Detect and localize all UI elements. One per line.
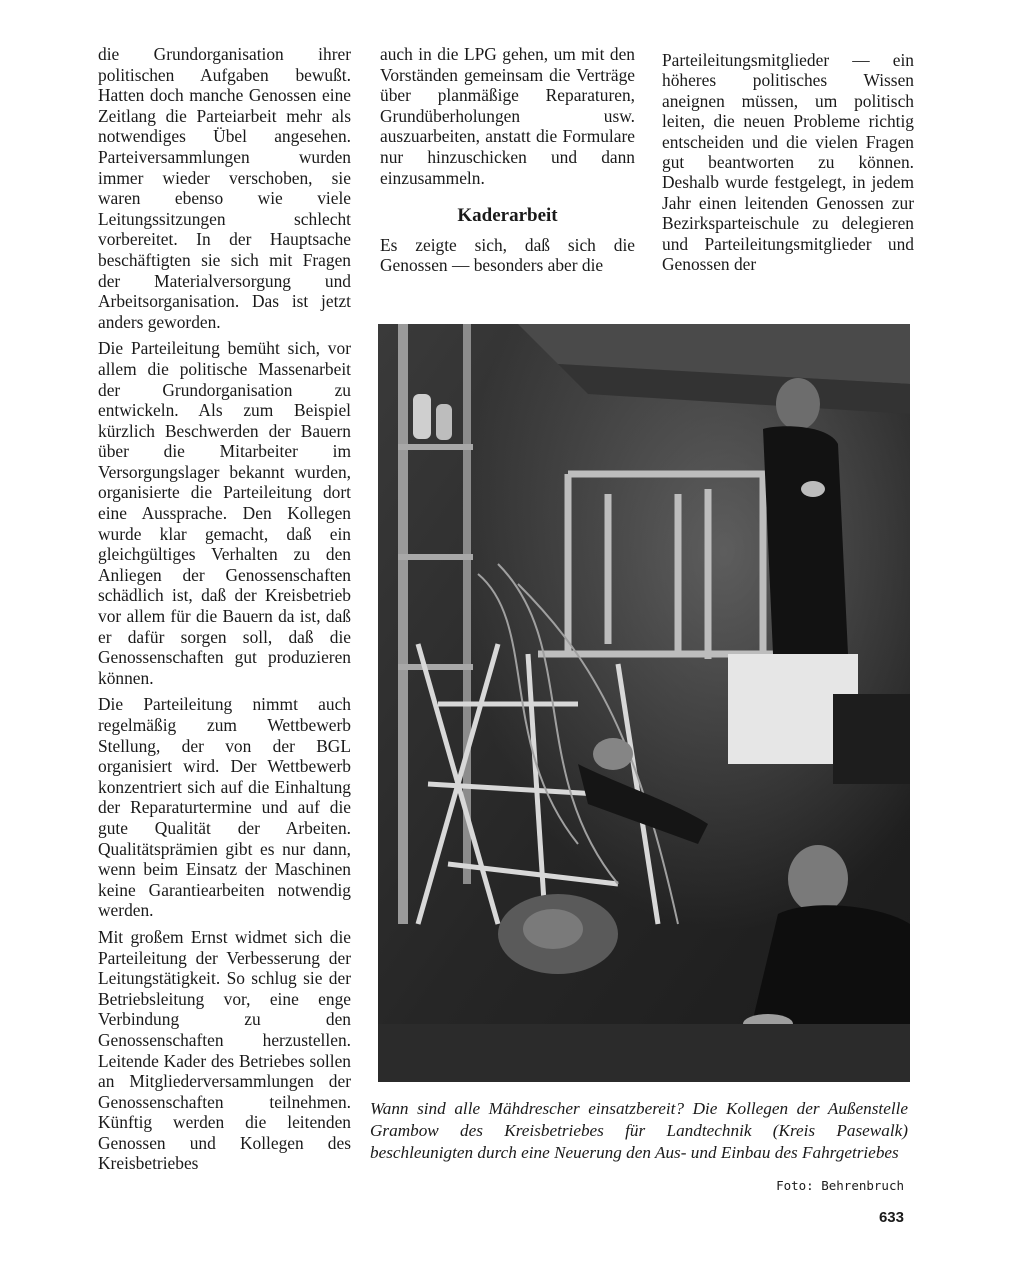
section-heading: Kaderarbeit: [457, 205, 558, 227]
text-column-right: [662, 50, 914, 274]
paragraph: Die Parteileitung nimmt auch regelmäßig zum Wettbewerb Stellung, der von der BGL organisiert wird. Der Wettbewerb konzentriert sich auf die Einhaltung der Reparaturtermine und auf die gute Qualität der Arbeiten. Qualitätsprämien gibt es nur dann, wenn beim Einsatz der Maschinen keine Garantiearbeiten notwendig werden.: [98, 694, 351, 921]
page-number: 633: [878, 1209, 904, 1226]
paragraph: Mit großem Ernst widmet sich die Parteileitung der Verbesserung der Leitungstätigkeit. So schlug sie der Betriebsleitung vor, eine enge Verbindung zu den Genossenschaften herzustellen. Leitende Kader des Betriebes sollen an Mitgliederversammlungen der Genossenschaften teilnehmen. Künftig werden die leitenden Genossen und Kollegen des Kreisbetriebes: [98, 926, 351, 1174]
paragraph: Die Parteileitung bemüht sich, vor allem die politische Massenarbeit der Grundorganisation zu entwickeln. Als zum Beispiel kürzlich Beschwerden der Bauern über die Mitarbeiter im Versorgungslager bekannt wurden, organisierte die Parteileitung dort eine Aussprache. Den Kollegen wurde klar gemacht, daß ein gleichgültiges Verhalten zu den Anliegen der Genossenschaften schädlich ist, daß der Kreisbetrieb vor allem für die Bauern da ist, daß er dafür sorgen soll, daß die Genossenschaften gut produzieren können.: [98, 338, 351, 688]
text-column-middle: [380, 44, 635, 276]
photograph-combine-harvester-workshop: [378, 324, 910, 1082]
paragraph: Es zeigte sich, daß sich die Genossen — besonders aber die: [380, 234, 635, 276]
photo-caption: Wann sind alle Mähdrescher einsatzbereit? Die Kollegen der Außenstelle Grambow des Kreisbetriebes für Landtechnik (Kreis Pasewalk) beschleunigten durch eine Neuerung den Aus- und Einbau des Fahrgetriebes: [370, 1099, 908, 1162]
paragraph: die Grundorganisation ihrer politischen Aufgaben bewußt. Hatten doch manche Genossen eine Zeitlang die Parteiarbeit mehr als notwendiges Übel angesehen. Parteiversammlungen wurden immer wieder verschoben, sie waren ebenso wie viele Leitungssitzungen schlecht vorbereitet. In der Hauptsache beschäftigten sie sich mit Fragen der Materialversorgung und Arbeitsorganisation. Das ist jetzt anders geworden.: [98, 44, 351, 332]
paragraph: auch in die LPG gehen, um mit den Vorständen gemeinsam die Verträge über planmäßige Reparaturen, Grundüberholungen usw. auszuarbeiten, anstatt die Formulare nur hinzuschicken und dann einzusammeln.: [380, 44, 635, 188]
text-column-left: [98, 44, 351, 1174]
paragraph: Parteileitungsmitglieder — ein höheres politisches Wissen aneignen müssen, um politisch leiten, die neuen Probleme richtig entscheiden und die vielen Fragen gut beantworten zu können. Deshalb wurde festgelegt, in jedem Jahr einen leitenden Genossen zur Bezirksparteischule zu delegieren und Parteileitungsmitglieder und Genossen der: [662, 50, 914, 275]
photo-credit: Foto: Behrenbruch: [776, 1178, 904, 1193]
